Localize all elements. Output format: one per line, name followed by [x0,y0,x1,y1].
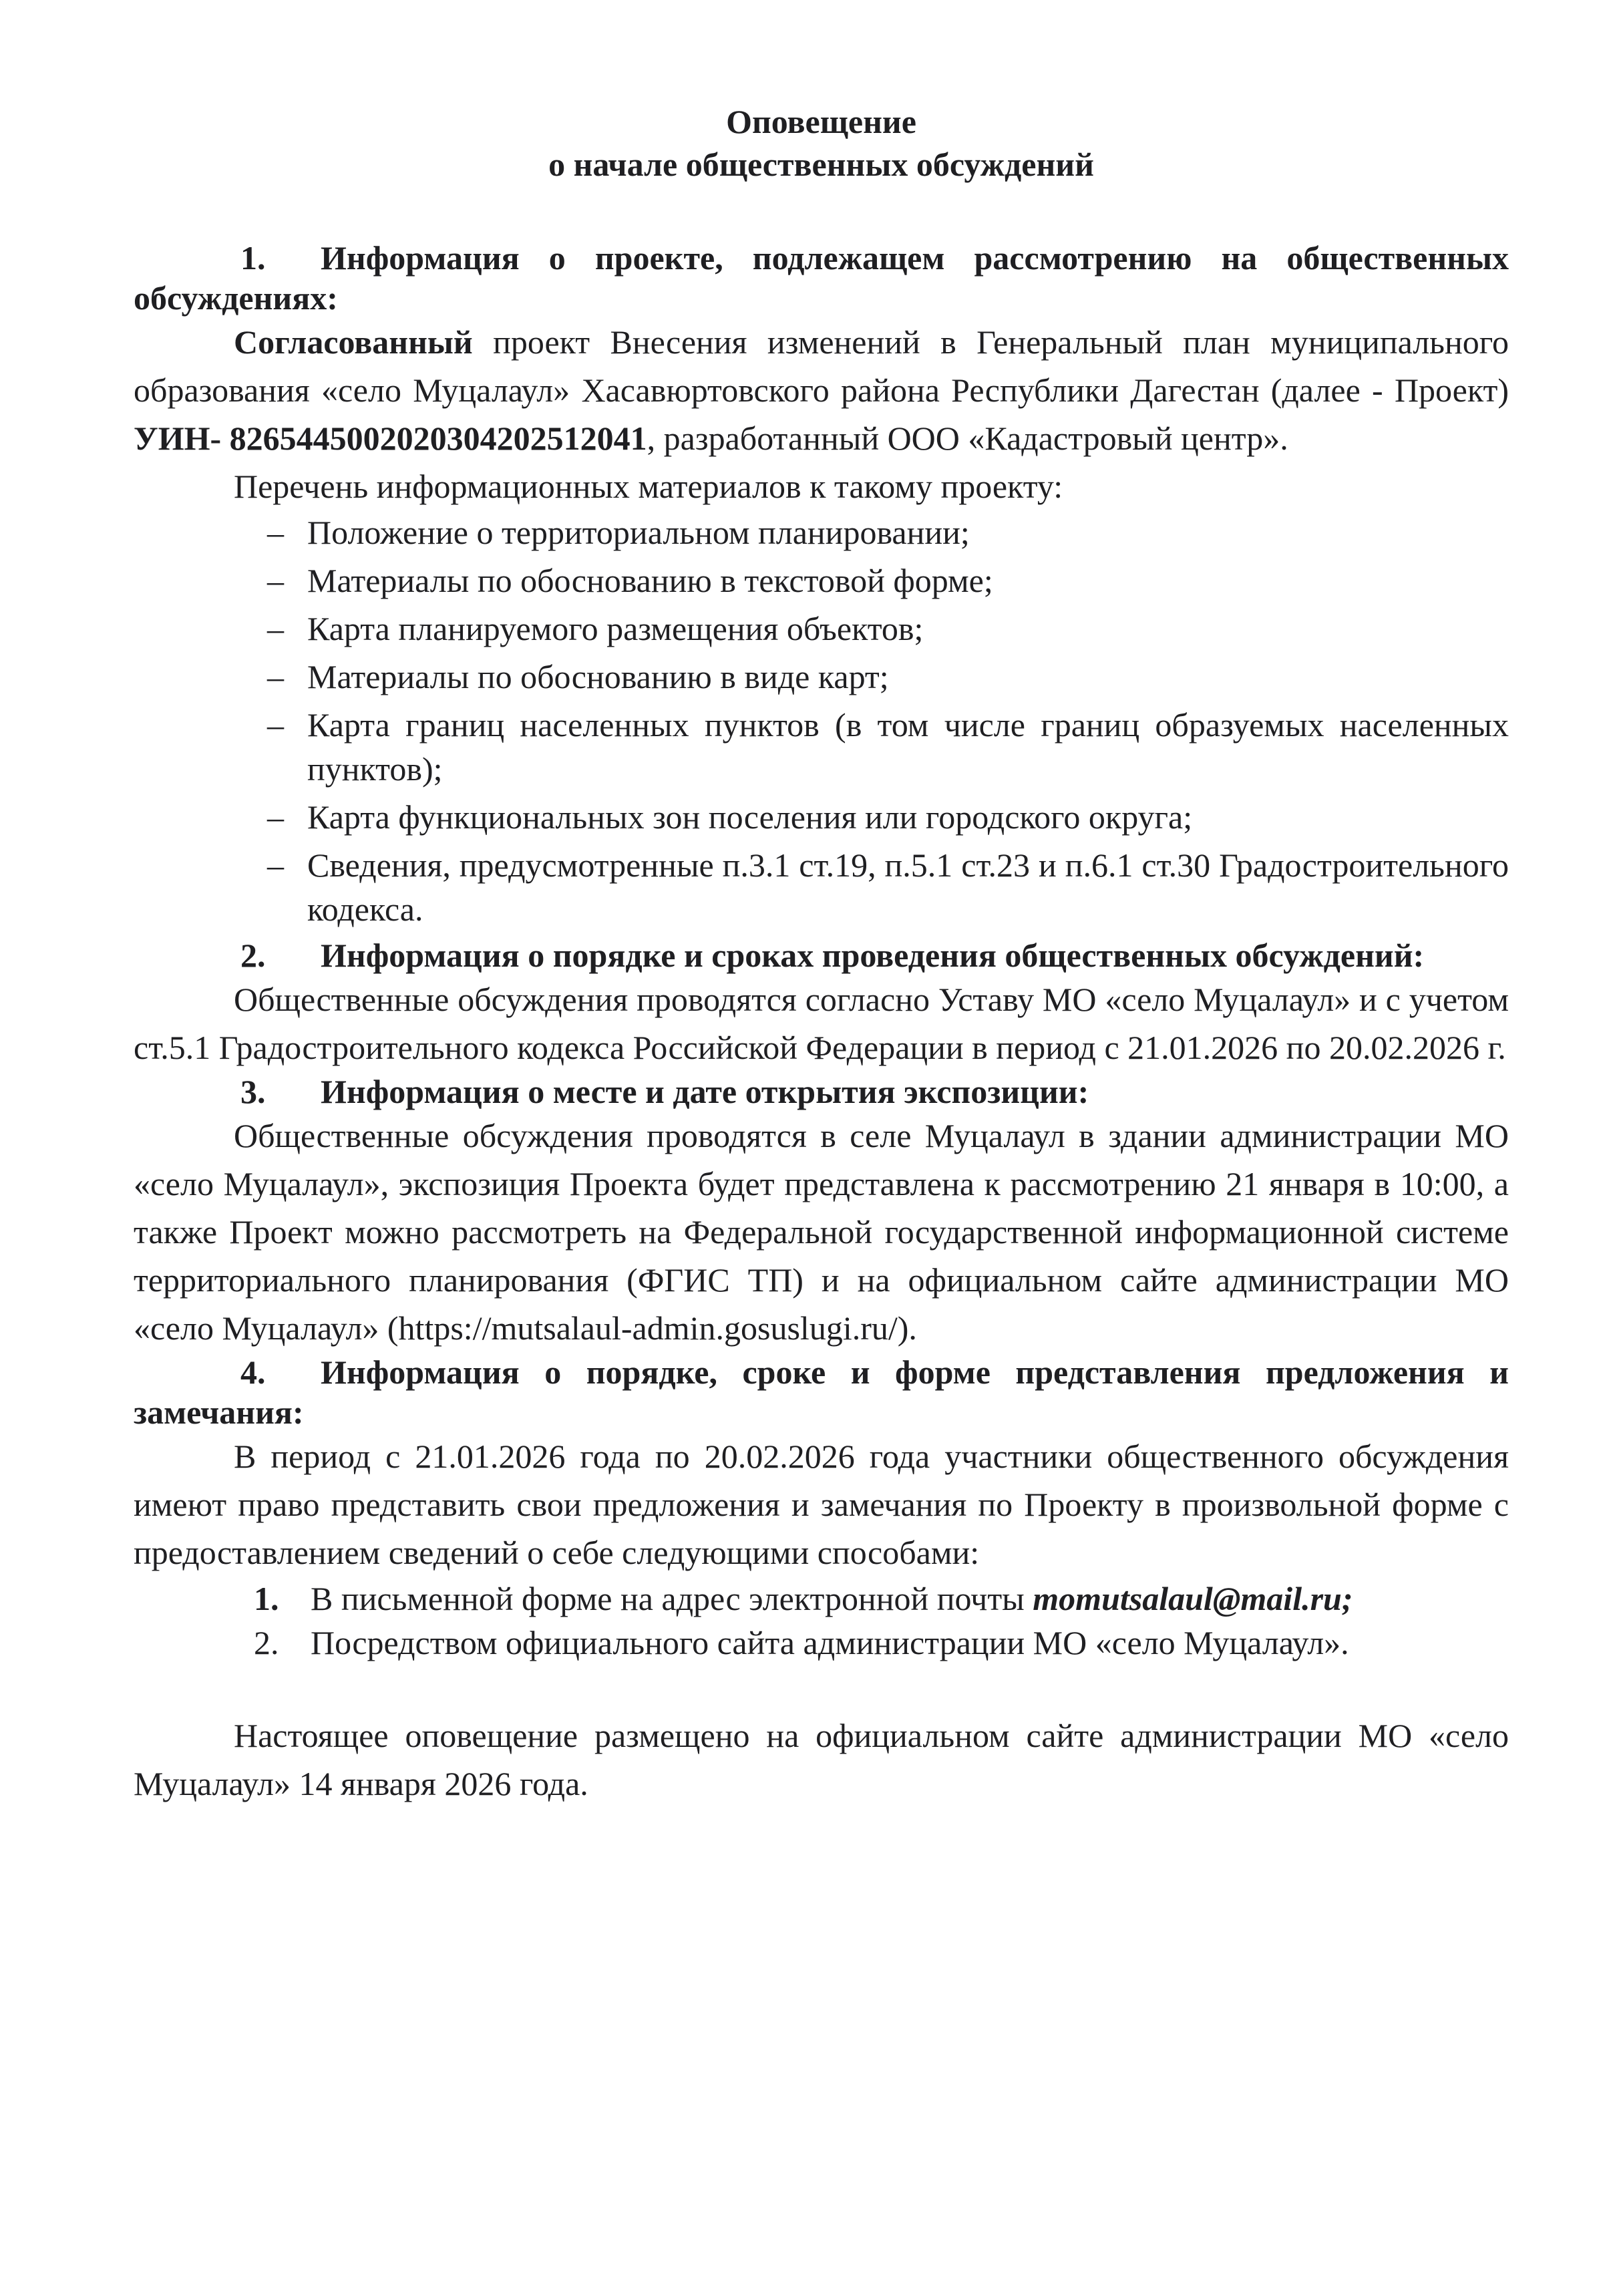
section-3-heading [134,1072,1509,1112]
project-text-2: , разработанный ООО «Кадастровый центр». [647,420,1288,457]
section-3-heading-text: Информация о месте и дате открытия экспозиции: [321,1073,1089,1110]
list-item: 2. Посредством официального сайта администрации МО «село Муцалаул». [134,1621,1509,1665]
section-1-heading-text: Информация о проекте, подлежащем рассмотрению на общественных обсуждениях: [134,239,1509,317]
method-number: 1. [254,1580,279,1617]
submission-methods-list [134,1577,1509,1665]
list-item: – Карта границ населенных пунктов (в том числе границ образуемых населенных пунктов); [267,703,1509,791]
section-2-number: 2. [240,937,266,974]
list-dash: – [267,610,284,647]
section-4-number: 4. [240,1353,266,1391]
section-3-text: Общественные обсуждения проводятся в селе Муцалаул в здании администрации МО «село Муцалаул», экспозиция Проекта будет представлена к рассмотрению 21 января в 10:00, а также Проект можно рассмотреть на Федеральной государственной информационной системе территориального планирования (ФГИС ТП) и на официальном сайте администрации МО «село Муцалаул» (https://mutsalaul-admin.gosuslugi.ru/). [134,1117,1509,1347]
section-4-heading [134,1352,1509,1432]
section-2-text: Общественные обсуждения проводятся согласно Уставу МО «село Муцалаул» и с учетом ст.5.1 Градостроительного кодекса Российской Федерации в период с 21.01.2026 по 20.02.2026 г. [134,981,1509,1066]
uin-code: УИН- 82654450020203042025120​41 [134,420,647,457]
list-item: – Карта планируемого размещения объектов; [267,607,1509,651]
list-dash: – [267,706,284,744]
agreed-label: Согласованный [234,323,473,361]
list-item: – Сведения, предусмотренные п.3.1 ст.19, п.5.1 ст.23 и п.6.1 ст.30 Градостроительного кодекса. [267,843,1509,931]
list-dash: – [267,514,284,551]
list-item: 1. В письменной форме на адрес электронной почты momutsalaul@mail.ru; [134,1577,1509,1621]
list-item: – Положение о территориальном планировании; [267,510,1509,554]
email-address: momutsalaul@mail.ru; [1033,1580,1353,1617]
project-text-1: проект Внесения изменений в Генеральный план муниципального образования «село Муцалаул» Хасавюртовского района Республики Дагестан (далее - Проект) [134,323,1509,409]
section-2-heading-text: Информация о порядке и сроках проведения общественных обсуждений: [321,937,1425,974]
section-2-heading [134,935,1509,975]
list-dash: – [267,562,284,599]
list-item: – Карта функциональных зон поселения или городского округа; [267,795,1509,839]
list-item: – Материалы по обоснованию в виде карт; [267,655,1509,699]
title-line-1: Оповещение [726,103,916,140]
section-4-text: В период с 21.01.2026 года по 20.02.2026 года участники общественного обсуждения имеют право представить свои предложения и замечания по Проекту в произвольной форме с предоставлением сведений о себе следующими способами: [134,1438,1509,1571]
section-4-heading-text: Информация о порядке, сроке и форме представления предложения и замечания: [134,1353,1509,1431]
method-number: 2. [254,1624,279,1661]
list-item: – Материалы по обоснованию в текстовой форме; [267,558,1509,603]
section-1-number: 1. [240,239,266,277]
materials-list [134,510,1509,931]
footer-text: Настоящее оповещение размещено на официальном сайте администрации МО «село Муцалаул» 14 января 2026 года. [134,1717,1509,1802]
list-dash: – [267,846,284,884]
spacer [134,1665,1509,1711]
section-3-number: 3. [240,1073,266,1110]
list-dash: – [267,798,284,836]
project-description [134,318,1509,462]
list-dash: – [267,658,284,695]
section-1-heading [134,238,1509,318]
document-title [134,100,1509,186]
materials-intro: Перечень информационных материалов к такому проекту: [234,468,1063,505]
title-line-2: о начале общественных обсуждений [548,146,1094,183]
